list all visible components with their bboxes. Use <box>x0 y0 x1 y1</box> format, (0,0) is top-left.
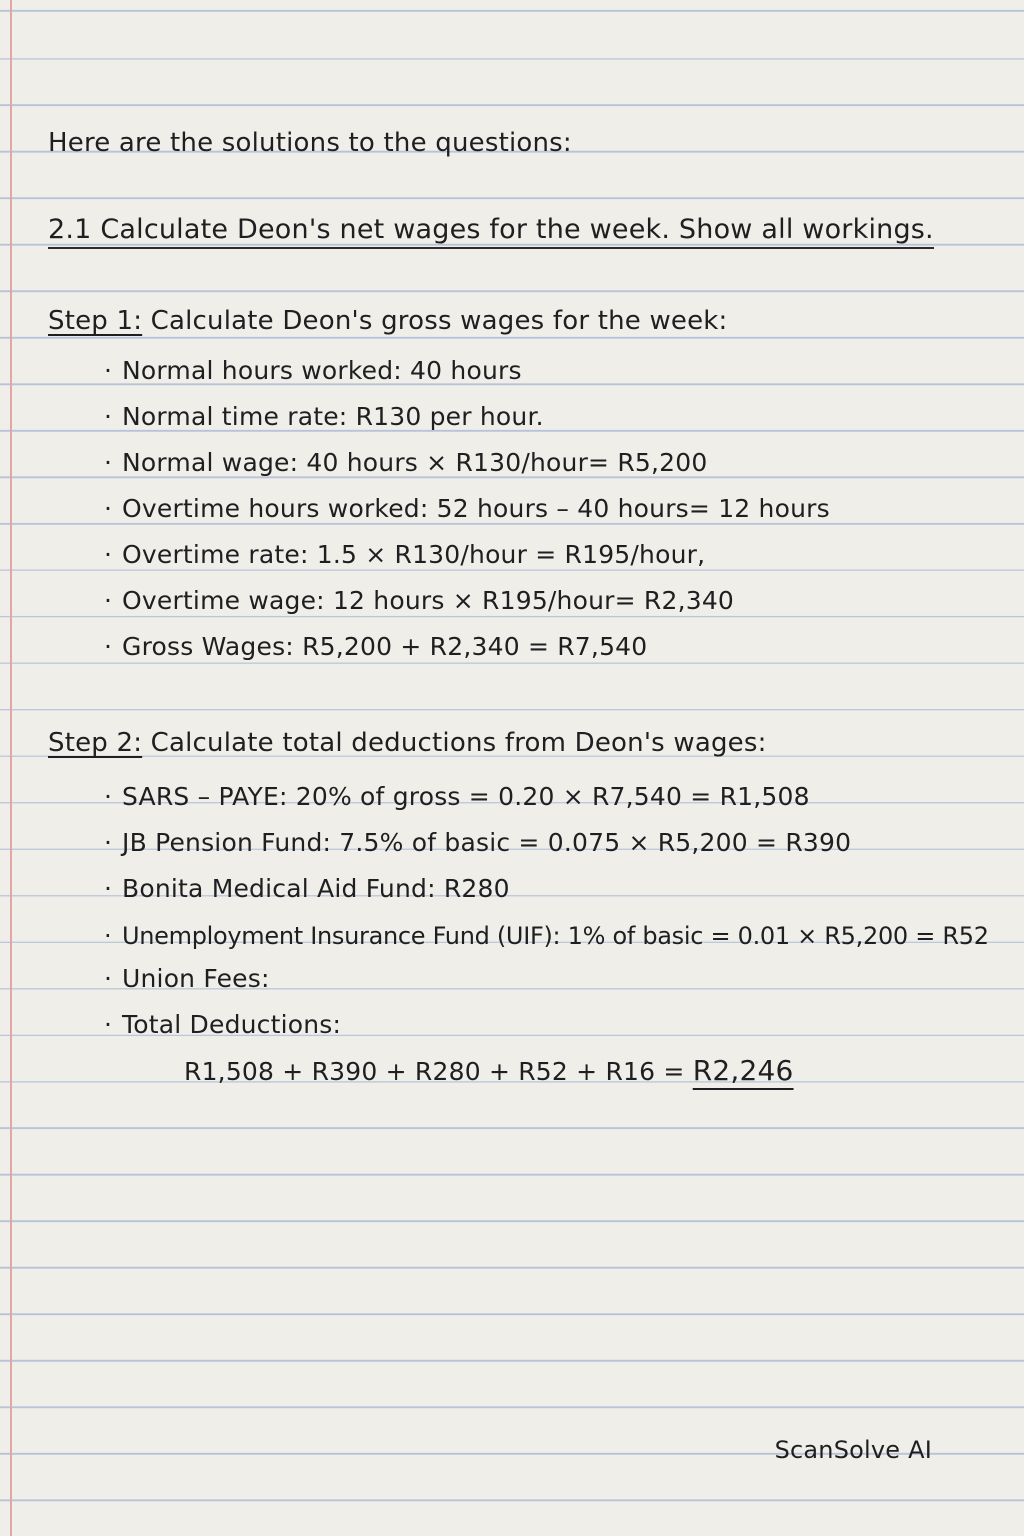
step2-item-union-fees: · Union Fees: <box>104 964 270 993</box>
sum-expression: R1,508 + R390 + R280 + R52 + R16 = <box>184 1057 685 1086</box>
step2-title: Calculate total deductions from Deon's wages: <box>150 728 767 758</box>
step1-item-overtime-rate: · Overtime rate: 1.5 × R130/hour = R195/hour, <box>104 540 706 569</box>
bullet-dot: · <box>104 828 113 857</box>
question-heading: 2.1 Calculate Deon's net wages for the week. Show all workings. <box>48 214 934 249</box>
margin-line <box>10 0 12 1536</box>
bullet-dot: · <box>104 494 113 523</box>
step1-item-normal-hours: · Normal hours worked: 40 hours <box>104 356 522 385</box>
step2-heading <box>48 728 767 758</box>
step1-title: Calculate Deon's gross wages for the week: <box>150 306 728 336</box>
step2-item-medical-aid: · Bonita Medical Aid Fund: R280 <box>104 874 510 903</box>
step1-label: Step 1: <box>48 306 143 336</box>
step1-item-normal-wage: · Normal wage: 40 hours × R130/hour= R5,200 <box>104 448 708 477</box>
step1-item-normal-rate: · Normal time rate: R130 per hour. <box>104 402 544 431</box>
step1-item-gross-wages: · Gross Wages: R5,200 + R2,340 = R7,540 <box>104 632 648 661</box>
step1-item-overtime-hours: · Overtime hours worked: 52 hours – 40 hours= 12 hours <box>104 494 830 523</box>
bullet-dot: · <box>104 540 113 569</box>
step2-item-pension: · JB Pension Fund: 7.5% of basic = 0.075 × R5,200 = R390 <box>104 828 852 857</box>
step2-item-paye: · SARS – PAYE: 20% of gross = 0.20 × R7,540 = R1,508 <box>104 782 810 811</box>
bullet-dot: · <box>104 448 113 477</box>
step1-heading <box>48 306 728 336</box>
step2-item-uif: · Unemployment Insurance Fund (UIF): 1% of basic = 0.01 × R5,200 = R52 <box>104 922 989 950</box>
sum-result: R2,246 <box>692 1054 794 1087</box>
bullet-dot: · <box>104 402 113 431</box>
bullet-dot: · <box>104 964 113 993</box>
bullet-dot: · <box>104 874 113 903</box>
total-deductions-sum <box>184 1054 794 1087</box>
bullet-dot: · <box>104 356 113 385</box>
step2-label: Step 2: <box>48 728 143 758</box>
bullet-dot: · <box>104 782 113 811</box>
bullet-dot: · <box>104 1010 113 1039</box>
bullet-dot: · <box>104 632 113 661</box>
step1-item-overtime-wage: · Overtime wage: 12 hours × R195/hour= R2,340 <box>104 586 735 615</box>
intro-text: Here are the solutions to the questions: <box>48 128 572 158</box>
brand-signature: ScanSolve AI <box>774 1436 932 1464</box>
bullet-dot: · <box>104 586 113 615</box>
step2-item-total-deductions: · Total Deductions: <box>104 1010 342 1039</box>
bullet-dot: · <box>104 922 112 950</box>
